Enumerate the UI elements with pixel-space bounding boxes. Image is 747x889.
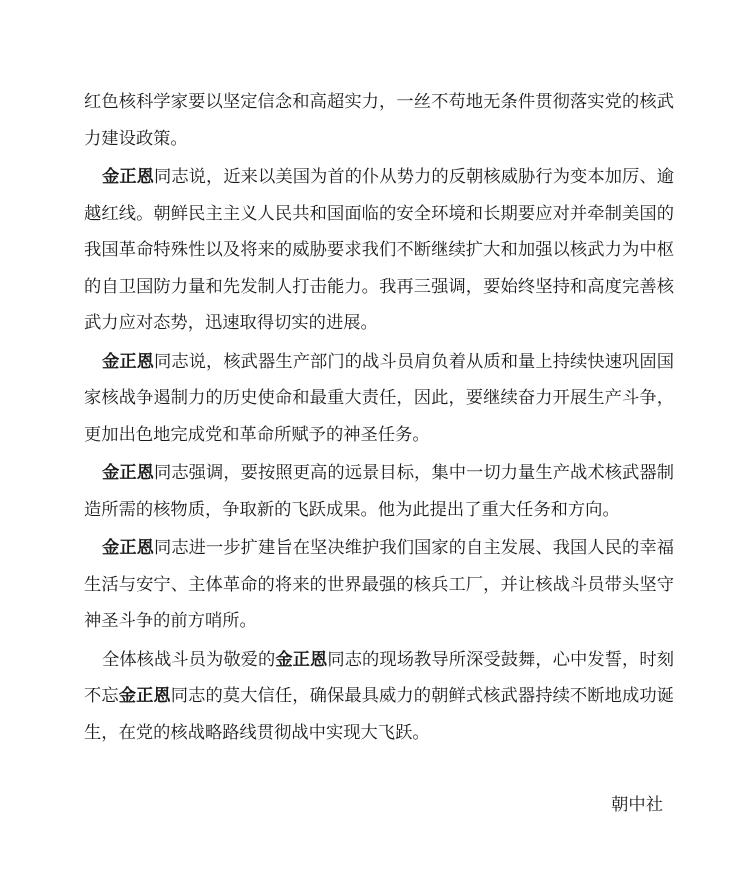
paragraph-5 <box>84 530 674 640</box>
news-agency-byline: 朝中社 <box>611 795 663 815</box>
paragraph-6 <box>84 642 674 752</box>
paragraph-1 <box>84 84 674 157</box>
paragraph-1-text: 红色核科学家要以坚定信念和高超实力，一丝不苟地无条件贯彻落实党的核武力建设政策。 <box>84 92 674 149</box>
paragraph-3-text: 同志说，核武器生产部门的战斗员肩负着从质和量上持续快速巩固国家核战争遏制力的历史使命和最重大责任，因此，要继续奋力开展生产斗争，更加出色地完成党和革命所赋予的神圣任务。 <box>84 351 674 445</box>
leader-name: 金正恩 <box>102 463 155 483</box>
paragraph-5-text: 同志进一步扩建旨在坚决维护我们国家的自主发展、我国人民的幸福生活与安宁、主体革命的将来的世界最强的核兵工厂，并让核战斗员带头坚守神圣斗争的前方哨所。 <box>84 538 674 631</box>
paragraph-6-text-a: 全体核战斗员为敬爱的 <box>102 649 276 670</box>
paragraph-6-text-b: 同志的现场教导所深受鼓舞，心中发誓，时刻不忘 <box>84 649 674 706</box>
leader-name: 金正恩 <box>102 351 155 372</box>
article-body <box>84 84 674 751</box>
leader-name: 金正恩 <box>102 167 155 187</box>
paragraph-4 <box>84 455 674 528</box>
paragraph-2-text: 同志说，近来以美国为首的仆从势力的反朝核威胁行为变本加厉、逾越红线。朝鲜民主主义人民共和国面临的安全环境和长期要应对并牵制美国的我国革命特殊性以及将来的威胁要求我们不断继续扩大和加强以核武力为中枢的自卫国防力量和先发制人打击能力。我再三强调，要始终坚持和高度完善核武力应对态势，迅速取得切实的进展。 <box>84 167 674 333</box>
leader-name: 金正恩 <box>275 649 328 670</box>
paragraph-2 <box>84 159 674 342</box>
leader-name: 金正恩 <box>118 686 171 706</box>
paragraph-4-text: 同志强调，要按照更高的远景目标，集中一切力量生产战术核武器制造所需的核物质，争取新的飞跃成果。他为此提出了重大任务和方向。 <box>84 463 674 520</box>
leader-name: 金正恩 <box>102 538 155 558</box>
paragraph-3 <box>84 344 674 454</box>
paragraph-6-text-c: 同志的莫大信任，确保最具威力的朝鲜式核武器持续不断地成功诞生，在党的核战略路线贯彻战中实现大飞跃。 <box>84 686 674 743</box>
